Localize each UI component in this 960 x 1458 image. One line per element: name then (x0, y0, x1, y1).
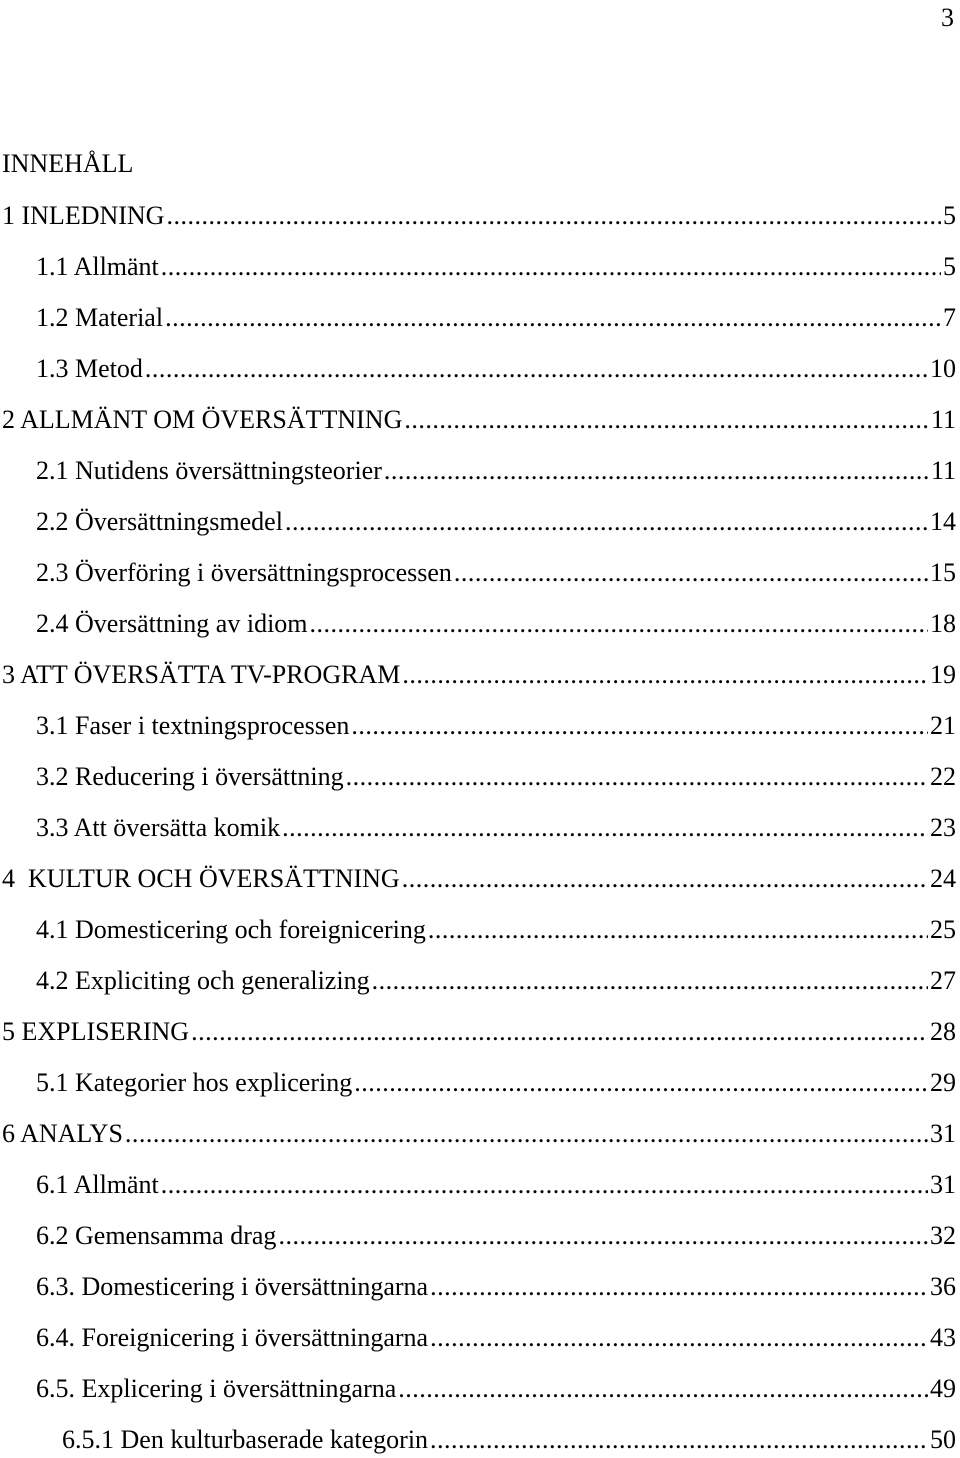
toc-entry[interactable] (36, 504, 956, 540)
toc-entry[interactable] (62, 1422, 956, 1458)
toc-entry-title: 1.2 Material (36, 303, 164, 332)
toc-entry-title: 5 EXPLISERING (2, 1017, 190, 1046)
toc-entry-title: 4.1 Domesticering och foreignicering (36, 915, 426, 944)
toc-leader-dots (384, 453, 929, 489)
toc-leader-dots (372, 963, 928, 999)
toc-entry-title: 1.1 Allmänt (36, 252, 159, 281)
toc-leader-dots (430, 1320, 928, 1356)
toc-entry-page: 19 (930, 660, 956, 689)
toc-leader-dots (166, 198, 941, 234)
toc-leader-dots (125, 1116, 928, 1152)
toc-entry-title: 3.3 Att översätta komik (36, 813, 281, 842)
page-number: 3 (941, 3, 954, 32)
toc-entry-page: 14 (930, 507, 956, 536)
toc-entry-page: 43 (930, 1323, 956, 1352)
toc-leader-dots (310, 606, 928, 642)
toc-entry-title: 2.4 Översättning av idiom (36, 609, 308, 638)
toc-leader-dots (165, 300, 941, 336)
toc-entry[interactable] (2, 1014, 956, 1050)
toc-leader-dots (278, 1218, 928, 1254)
toc-entry[interactable] (36, 351, 956, 387)
toc-leader-dots (430, 1422, 928, 1458)
toc-entry[interactable] (36, 963, 956, 999)
toc-entry-title: 3.2 Reducering i översättning (36, 762, 344, 791)
toc-entry-page: 22 (930, 762, 956, 791)
toc-leader-dots (354, 1065, 928, 1101)
toc-entry[interactable] (36, 810, 956, 846)
toc-leader-dots (398, 1371, 928, 1407)
toc-entry-page: 31 (930, 1119, 956, 1148)
toc-entry[interactable] (36, 708, 956, 744)
toc-entry-title: 6.2 Gemensamma drag (36, 1221, 277, 1250)
toc-entry[interactable] (36, 453, 956, 489)
toc-entry[interactable] (36, 1269, 956, 1305)
toc-leader-dots (282, 810, 928, 846)
toc-entry[interactable] (36, 1320, 956, 1356)
toc-leader-dots (161, 249, 941, 285)
toc-entry-page: 11 (930, 405, 956, 434)
toc-heading: INNEHÅLL (2, 149, 134, 178)
toc-entry-title: 2 ALLMÄNT OM ÖVERSÄTTNING (2, 405, 403, 434)
toc-entry-page: 32 (930, 1221, 956, 1250)
toc-leader-dots (454, 555, 928, 591)
toc-leader-dots (285, 504, 928, 540)
toc-entry-title: 6 ANALYS (2, 1119, 123, 1148)
toc-entry[interactable] (36, 1167, 956, 1203)
toc-entry-page: 10 (930, 354, 956, 383)
toc-leader-dots (191, 1014, 928, 1050)
toc-leader-dots (430, 1269, 928, 1305)
toc-leader-dots (145, 351, 928, 387)
toc-entry-page: 5 (943, 252, 956, 281)
toc-entry-page: 25 (930, 915, 956, 944)
toc-entry-title: 5.1 Kategorier hos explicering (36, 1068, 353, 1097)
toc-entry-page: 11 (930, 456, 956, 485)
toc-entry-title: 4 KULTUR OCH ÖVERSÄTTNING (2, 864, 400, 893)
toc-entry[interactable] (36, 555, 956, 591)
toc-entry[interactable] (36, 606, 956, 642)
toc-entry-title: 6.1 Allmänt (36, 1170, 159, 1199)
toc-entry-page: 7 (943, 303, 956, 332)
toc-entry-page: 21 (930, 711, 956, 740)
toc-entry-title: 6.3. Domesticering i översättningarna (36, 1272, 429, 1301)
toc-entry-title: 4.2 Expliciting och generalizing (36, 966, 370, 995)
toc-leader-dots (402, 657, 928, 693)
toc-entry-title: 6.5. Explicering i översättningarna (36, 1374, 397, 1403)
toc-entry-title: 1 INLEDNING (2, 201, 165, 230)
toc-entry[interactable] (36, 1371, 956, 1407)
toc-entry[interactable] (2, 657, 956, 693)
toc-entry-title: 1.3 Metod (36, 354, 143, 383)
toc-entry[interactable] (36, 1218, 956, 1254)
toc-entry[interactable] (36, 759, 956, 795)
toc-entry-title: 3 ATT ÖVERSÄTTA TV-PROGRAM (2, 660, 401, 689)
toc-leader-dots (351, 708, 928, 744)
toc-entry[interactable] (36, 1065, 956, 1101)
toc-entry-page: 23 (930, 813, 956, 842)
toc-entry[interactable] (36, 912, 956, 948)
toc-entry-page: 15 (930, 558, 956, 587)
toc-entry-title: 6.5.1 Den kulturbaserade kategorin (62, 1425, 429, 1454)
toc-entry-page: 29 (930, 1068, 956, 1097)
toc-entry-page: 36 (930, 1272, 956, 1301)
toc-entry-page: 28 (930, 1017, 956, 1046)
toc-entry-title: 2.1 Nutidens översättningsteorier (36, 456, 382, 485)
toc-leader-dots (404, 402, 929, 438)
toc-leader-dots (428, 912, 928, 948)
toc-entry-page: 27 (930, 966, 956, 995)
toc-entry-page: 24 (930, 864, 956, 893)
toc-entry-page: 5 (943, 201, 956, 230)
toc-entry[interactable] (2, 402, 956, 438)
toc-entry-page: 18 (930, 609, 956, 638)
toc-leader-dots (402, 861, 928, 897)
toc-entry-title: 6.4. Foreignicering i översättningarna (36, 1323, 429, 1352)
toc-entry-page: 31 (930, 1170, 956, 1199)
toc-entry[interactable] (2, 198, 956, 234)
toc-leader-dots (161, 1167, 928, 1203)
toc-entry[interactable] (36, 300, 956, 336)
toc-entry[interactable] (2, 1116, 956, 1152)
toc-entry-title: 3.1 Faser i textningsprocessen (36, 711, 350, 740)
toc-entry-title: 2.3 Överföring i översättningsprocessen (36, 558, 452, 587)
toc-entry[interactable] (36, 249, 956, 285)
toc-entry-page: 49 (930, 1374, 956, 1403)
toc-leader-dots (346, 759, 928, 795)
toc-entry[interactable] (2, 861, 956, 897)
toc-entry-page: 50 (930, 1425, 956, 1454)
toc-entry-title: 2.2 Översättningsmedel (36, 507, 283, 536)
